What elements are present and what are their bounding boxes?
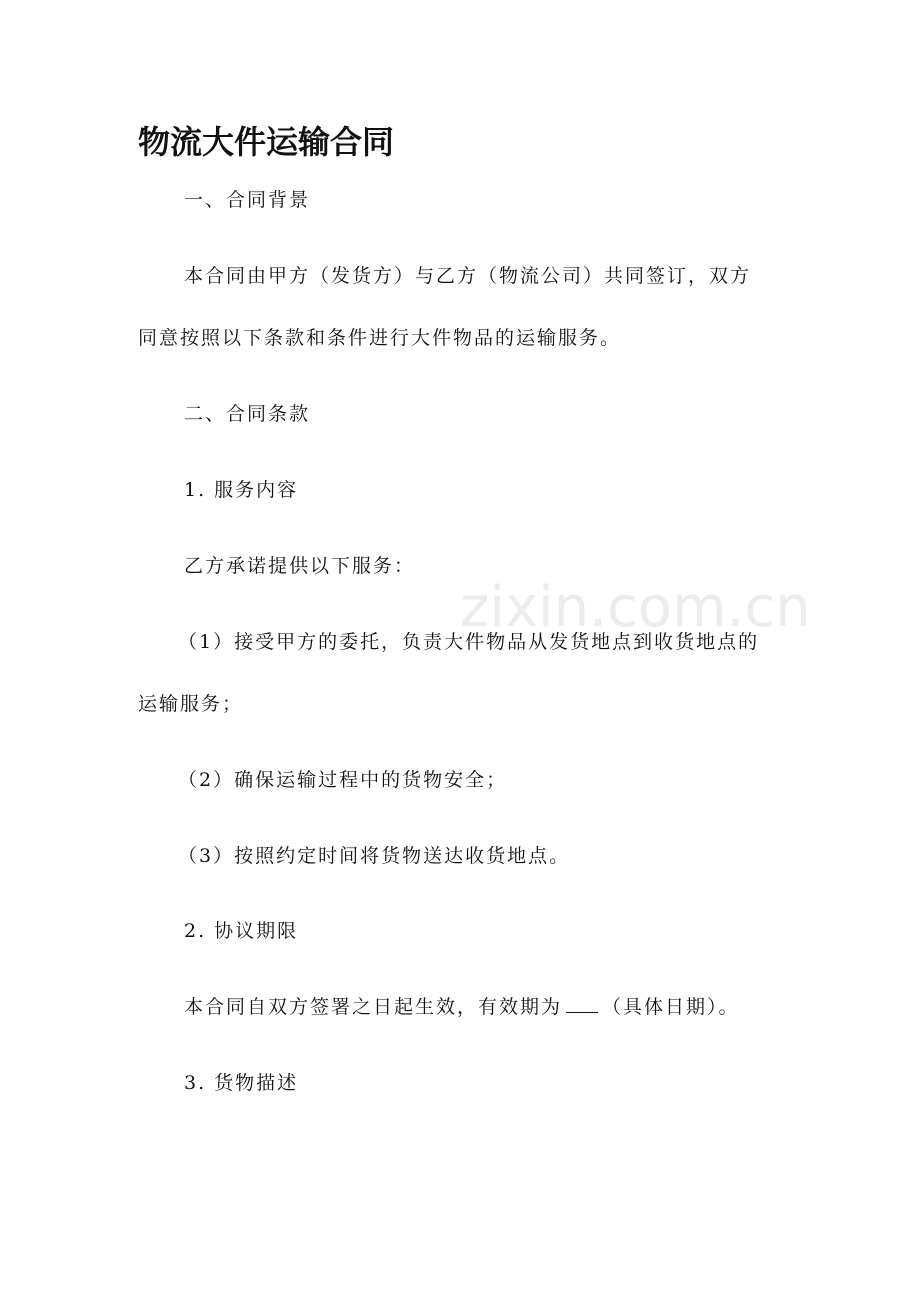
item2-text <box>184 993 740 1021</box>
section1-para-line1: 本合同由甲方（发货方）与乙方（物流公司）共同签订，双方 <box>184 265 752 287</box>
item2-text-after: （具体日期）。 <box>602 996 740 1018</box>
item1-heading: 1. 服务内容 <box>184 479 299 501</box>
item3-heading: 3. 货物描述 <box>184 1072 299 1094</box>
watermark: zixin.com.cn <box>460 575 811 640</box>
page-title: 物流大件运输合同 <box>138 123 395 161</box>
item1-point1-line1: （1）接受甲方的委托，负责大件物品从发货地点到收货地点的 <box>178 631 760 653</box>
section2-heading: 二、合同条款 <box>184 403 311 425</box>
section1-heading: 一、合同背景 <box>184 189 311 211</box>
item1-point3: （3）按照约定时间将货物送达收货地点。 <box>178 845 571 867</box>
date-blank <box>566 994 598 1013</box>
section1-para-line2: 同意按照以下条款和条件进行大件物品的运输服务。 <box>138 327 622 349</box>
item2-heading: 2. 协议期限 <box>184 920 299 942</box>
item1-intro: 乙方承诺提供以下服务： <box>184 555 416 577</box>
item1-point2: （2）确保运输过程中的货物安全； <box>178 769 508 791</box>
item1-point1-line2: 运输服务； <box>138 693 244 715</box>
item2-text-before: 本合同自双方签署之日起生效，有效期为 <box>184 996 563 1018</box>
